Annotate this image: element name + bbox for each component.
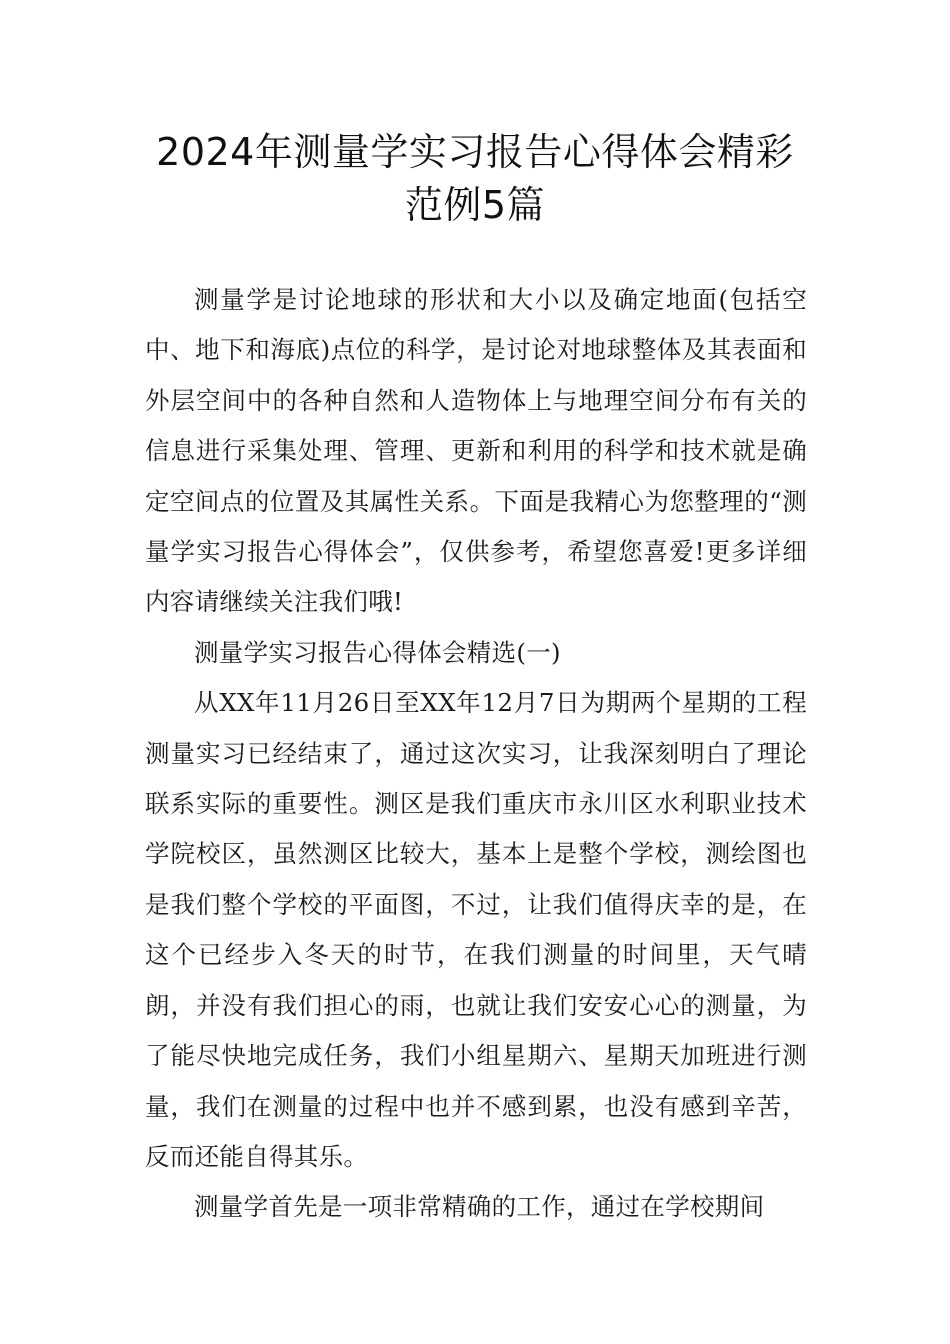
intro-paragraph: 测量学是讨论地球的形状和大小以及确定地面(包括空中、地下和海底)点位的科学，是讨论对地球整体及其表面和外层空间中的各种自然和人造物体上与地理空间分布有关的信息进行采集处理、管理、更新和利用的科学和技术就是确定空间点的位置及其属性关系。下面是我精心为您整理的“测量学实习报告心得体会”，仅供参考，希望您喜爱!更多详细内容请继续关注我们哦! [145,285,807,617]
section-heading: 测量学实习报告心得体会精选(一) [194,637,561,667]
document-title: 2024年测量学实习报告心得体会精彩范例5篇 [156,130,794,227]
document-body [145,275,807,1233]
body-paragraph: 从XX年11月26日至XX年12月7日为期两个星期的工程测量实习已经结束了，通过这次实习，让我深刻明白了理论联系实际的重要性。测区是我们重庆市永川区水利职业技术学院校区，虽然测区比较大，基本上是整个学校，测绘图也是我们整个学校的平面图，不过，让我们值得庆幸的是，在这个已经步入冬天的时节，在我们测量的时间里，天气晴朗，并没有我们担心的雨，也就让我们安安心心的测量，为了能尽快地完成任务，我们小组星期六、星期天加班进行测量，我们在测量的过程中也并不感到累，也没有感到辛苦，反而还能自得其乐。 [145,688,807,1171]
body-paragraph: 测量学首先是一项非常精确的工作，通过在学校期间 [194,1192,765,1222]
